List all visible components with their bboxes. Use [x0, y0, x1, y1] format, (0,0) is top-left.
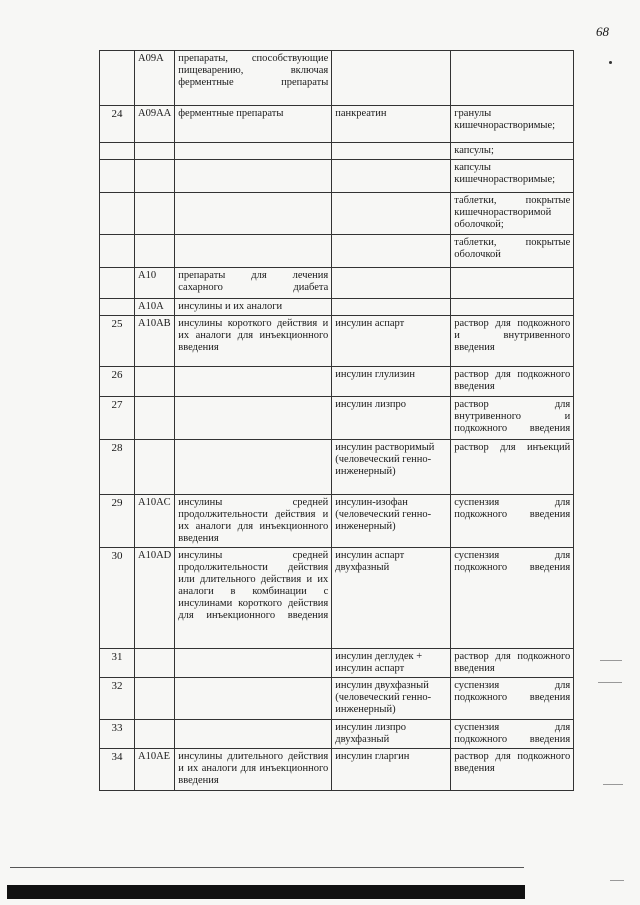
row-number-cell [100, 193, 135, 235]
dosage-form-cell: раствор для подкожного введения [451, 749, 574, 791]
scan-edge-bar [7, 885, 525, 899]
atc-code-cell [135, 367, 175, 397]
table-row [100, 495, 574, 548]
drug-name-cell: инсулин двухфазный (человеческий генно-инженерный) [332, 678, 451, 720]
atc-code-cell [135, 193, 175, 235]
anatomical-group-cell: инсулины средней продолжительности действия и их аналоги для инъекционного введения [175, 495, 332, 548]
dosage-form-cell: суспензия для подкожного введения [451, 548, 574, 649]
row-number-cell [100, 235, 135, 268]
atc-code-cell [135, 160, 175, 193]
drug-name-cell [332, 299, 451, 316]
row-number-cell: 27 [100, 397, 135, 440]
atc-code-cell [135, 649, 175, 678]
drug-name-cell: панкреатин [332, 106, 451, 143]
anatomical-group-cell [175, 649, 332, 678]
atc-code-cell [135, 397, 175, 440]
scan-mark [598, 682, 622, 683]
table-row [100, 440, 574, 495]
dosage-form-cell: раствор для инъекций [451, 440, 574, 495]
table-row [100, 367, 574, 397]
drug-name-cell [332, 193, 451, 235]
anatomical-group-cell [175, 720, 332, 749]
atc-code-cell: A10A [135, 299, 175, 316]
page-number: 68 [596, 24, 609, 39]
anatomical-group-cell: ферментные препараты [175, 106, 332, 143]
dosage-form-cell: капсулы; [451, 143, 574, 160]
anatomical-group-cell [175, 678, 332, 720]
anatomical-group-cell [175, 160, 332, 193]
atc-code-cell [135, 235, 175, 268]
atc-code-cell: A09A [135, 51, 175, 106]
dosage-form-cell: раствор для подкожного и внутривенного введения [451, 316, 574, 367]
table-row [100, 143, 574, 160]
row-number-cell: 25 [100, 316, 135, 367]
row-number-cell: 31 [100, 649, 135, 678]
drug-name-cell: инсулин лизпро [332, 397, 451, 440]
anatomical-group-cell [175, 367, 332, 397]
atc-code-cell [135, 678, 175, 720]
dosage-form-cell: раствор для подкожного введения [451, 649, 574, 678]
row-number-cell [100, 299, 135, 316]
table-row [100, 397, 574, 440]
row-number-cell: 33 [100, 720, 135, 749]
row-number-cell: 30 [100, 548, 135, 649]
row-number-cell: 28 [100, 440, 135, 495]
row-number-cell [100, 51, 135, 106]
atc-code-cell: A10AD [135, 548, 175, 649]
dosage-form-cell: суспензия для подкожного введения [451, 495, 574, 548]
table-row [100, 678, 574, 720]
anatomical-group-cell [175, 193, 332, 235]
drug-name-cell: инсулин аспарт [332, 316, 451, 367]
scan-mark [603, 784, 623, 785]
dosage-form-cell: таблетки, покрытые кишечнорастворимой оболочкой; [451, 193, 574, 235]
drug-list-table [99, 50, 574, 791]
dosage-form-cell: раствор для подкожного введения [451, 367, 574, 397]
row-number-cell: 29 [100, 495, 135, 548]
dosage-form-cell [451, 299, 574, 316]
atc-code-cell: A10AC [135, 495, 175, 548]
drug-name-cell: инсулин лизпро двухфазный [332, 720, 451, 749]
anatomical-group-cell [175, 397, 332, 440]
anatomical-group-cell [175, 440, 332, 495]
dosage-form-cell [451, 268, 574, 299]
drug-name-cell [332, 160, 451, 193]
atc-code-cell: A10 [135, 268, 175, 299]
row-number-cell: 32 [100, 678, 135, 720]
anatomical-group-cell: инсулины и их аналоги [175, 299, 332, 316]
dosage-form-cell: суспензия для подкожного введения [451, 720, 574, 749]
table-row [100, 268, 574, 299]
atc-code-cell [135, 143, 175, 160]
table-row [100, 649, 574, 678]
table-row [100, 51, 574, 106]
atc-code-cell: A09AA [135, 106, 175, 143]
anatomical-group-cell: инсулины короткого действия и их аналоги для инъекционного введения [175, 316, 332, 367]
table-row [100, 299, 574, 316]
table-row [100, 106, 574, 143]
table-row [100, 235, 574, 268]
table-row [100, 316, 574, 367]
row-number-cell: 24 [100, 106, 135, 143]
dosage-form-cell: капсулы кишечнорастворимые; [451, 160, 574, 193]
drug-name-cell: инсулин аспарт двухфазный [332, 548, 451, 649]
footer-rule [10, 867, 524, 868]
table-row [100, 749, 574, 791]
atc-code-cell [135, 720, 175, 749]
dosage-form-cell: раствор для внутривенного и подкожного введения [451, 397, 574, 440]
drug-name-cell: инсулин-изофан (человеческий генно-инженерный) [332, 495, 451, 548]
row-number-cell [100, 160, 135, 193]
anatomical-group-cell: инсулины длительного действия и их аналоги для инъекционного введения [175, 749, 332, 791]
drug-name-cell: инсулин растворимый (человеческий генно-инженерный) [332, 440, 451, 495]
table-row [100, 193, 574, 235]
atc-code-cell: A10AE [135, 749, 175, 791]
atc-code-cell: A10AB [135, 316, 175, 367]
dosage-form-cell: гранулы кишечнорастворимые; [451, 106, 574, 143]
anatomical-group-cell: инсулины средней продолжительности действия или длительного действия и их аналоги в комбинации с инсулинами короткого действия для инъекционного введения [175, 548, 332, 649]
drug-name-cell [332, 51, 451, 106]
dosage-form-cell: таблетки, покрытые оболочкой [451, 235, 574, 268]
anatomical-group-cell: препараты, способствующие пищеварению, включая ферментные препараты [175, 51, 332, 106]
drug-name-cell: инсулин гларгин [332, 749, 451, 791]
scan-speck [609, 61, 612, 64]
row-number-cell: 34 [100, 749, 135, 791]
anatomical-group-cell [175, 235, 332, 268]
drug-name-cell [332, 235, 451, 268]
row-number-cell [100, 143, 135, 160]
anatomical-group-cell [175, 143, 332, 160]
table-row [100, 160, 574, 193]
dosage-form-cell: суспензия для подкожного введения [451, 678, 574, 720]
dosage-form-cell [451, 51, 574, 106]
scan-mark [610, 880, 624, 881]
table-row [100, 720, 574, 749]
drug-name-cell: инсулин деглудек + инсулин аспарт [332, 649, 451, 678]
drug-name-cell: инсулин глулизин [332, 367, 451, 397]
row-number-cell [100, 268, 135, 299]
anatomical-group-cell: препараты для лечения сахарного диабета [175, 268, 332, 299]
drug-name-cell [332, 143, 451, 160]
table-row [100, 548, 574, 649]
drug-name-cell [332, 268, 451, 299]
row-number-cell: 26 [100, 367, 135, 397]
atc-code-cell [135, 440, 175, 495]
scan-mark [600, 660, 622, 661]
